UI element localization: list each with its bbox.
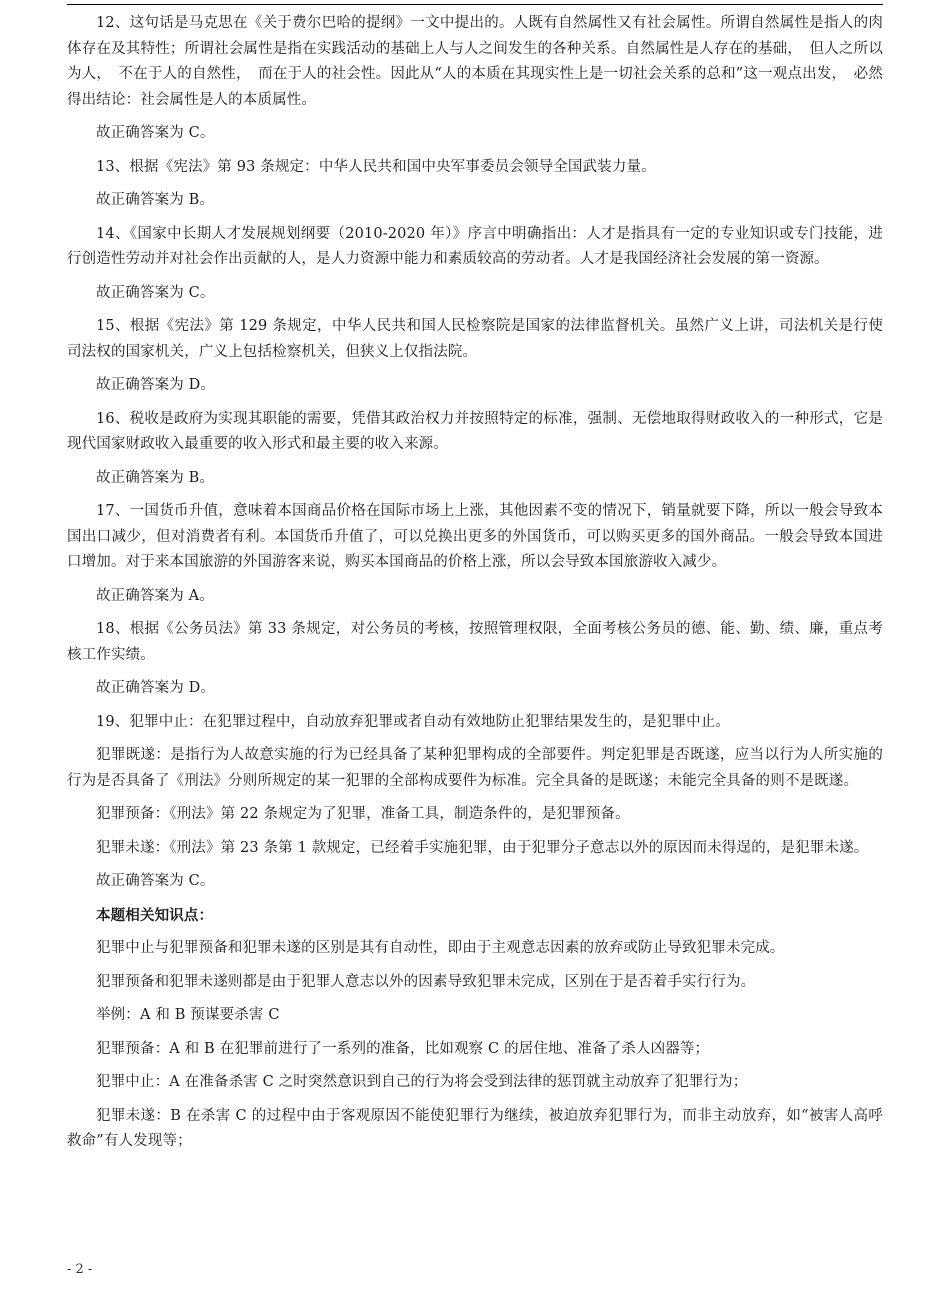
- paragraph-q19-preparation: 犯罪预备：《刑法》第 22 条规定为了犯罪，准备工具，制造条件的，是犯罪预备。: [96, 806, 630, 822]
- paragraph-example-attempt: 犯罪未遂：B 在杀害 C 的过程中由于客观原因不能使犯罪行为继续，被迫放弃犯罪行为，而非主动放弃，如“被害人高呼救命”有人发现等；: [67, 1107, 883, 1149]
- paragraph-q19-consummation: 犯罪既遂：是指行为人故意实施的行为已经具备了某种犯罪构成的全部要件。判定犯罪是否既遂，应当以行为人所实施的行为是否具备了《刑法》分则所规定的某一犯罪的全部构成要件为标准。完全具备的是既遂；未能完全具备的则不是既遂。: [67, 747, 883, 789]
- paragraph-example-intro: 举例：A 和 B 预谋要杀害 C: [96, 1007, 280, 1023]
- paragraph-q18-answer: 故正确答案为 D。: [96, 680, 216, 696]
- paragraph-q17-explanation: 17、一国货币升值，意味着本国商品价格在国际市场上上涨，其他因素不变的情况下，销量就要下降，所以一般会导致本国出口减少，但对消费者有利。本国货币升值了，可以兑换出更多的外国货币，可以购买更多的国外商品。一般会导致本国进口增加。对于来本国旅游的外国游客来说，购买本国商品的价格上涨，所以会导致本国旅游收入减少。: [67, 503, 883, 570]
- paragraph-knowledge-1: 犯罪中止与犯罪预备和犯罪未遂的区别是其有自动性，即由于主观意志因素的放弃或防止导致犯罪未完成。: [96, 940, 785, 956]
- section-heading-knowledge-points: 本题相关知识点：: [96, 906, 214, 924]
- page-number: - 2 -: [67, 1262, 93, 1277]
- paragraph-q16-answer: 故正确答案为 B。: [96, 469, 215, 486]
- paragraph-q19-attempt: 犯罪未遂：《刑法》第 23 条第 1 款规定，已经着手实施犯罪，由于犯罪分子意志以外的原因而未得逞的，是犯罪未遂。: [96, 839, 869, 856]
- header-rule: [67, 4, 883, 5]
- paragraph-q12-answer: 故正确答案为 C。: [96, 125, 215, 141]
- document-body: [67, 11, 883, 1163]
- paragraph-q18-explanation: 18、根据《公务员法》第 33 条规定，对公务员的考核，按照管理权限，全面考核公务员的德、能、勤、绩、廉，重点考核工作实绩。: [67, 621, 883, 663]
- paragraph-q19-suspension: 19、犯罪中止：在犯罪过程中，自动放弃犯罪或者自动有效地防止犯罪结果发生的，是犯罪中止。: [96, 713, 731, 730]
- paragraph-q14-answer: 故正确答案为 C。: [96, 284, 215, 301]
- paragraph-q15-answer: 故正确答案为 D。: [96, 377, 216, 393]
- paragraph-q14-explanation: 14、《国家中长期人才发展规划纲要（2010-2020 年）》序言中明确指出：人才是指具有一定的专业知识或专门技能，进行创造性劳动并对社会作出贡献的人，是人力资源中能力和素质较高的劳动者。人才是我国经济社会发展的第一资源。: [67, 225, 883, 267]
- paragraph-example-preparation: 犯罪预备：A 和 B 在犯罪前进行了一系列的准备，比如观察 C 的居住地、准备了杀人凶器等；: [96, 1040, 710, 1057]
- paragraph-q15-explanation: 15、根据《宪法》第 129 条规定，中华人民共和国人民检察院是国家的法律监督机关。虽然广义上讲，司法机关是行使司法权的国家机关，广义上包括检察机关，但狭义上仅指法院。: [67, 318, 883, 360]
- paragraph-example-suspension: 犯罪中止：A 在准备杀害 C 之时突然意识到自己的行为将会受到法律的惩罚就主动放弃了犯罪行为；: [96, 1074, 748, 1090]
- paragraph-q17-answer: 故正确答案为 A。: [96, 587, 214, 604]
- paragraph-q16-explanation: 16、税收是政府为实现其职能的需要，凭借其政治权力并按照特定的标准，强制、无偿地取得财政收入的一种形式，它是现代国家财政收入最重要的收入形式和最主要的收入来源。: [67, 410, 883, 452]
- paragraph-knowledge-2: 犯罪预备和犯罪未遂则都是由于犯罪人意志以外的因素导致犯罪未完成，区别在于是否着手实行行为。: [96, 973, 756, 990]
- paragraph-q13-explanation: 13、根据《宪法》第 93 条规定：中华人民共和国中央军事委员会领导全国武装力量。: [96, 158, 656, 175]
- paragraph-q13-answer: 故正确答案为 B。: [96, 192, 215, 208]
- paragraph-q19-answer: 故正确答案为 C。: [96, 873, 215, 889]
- paragraph-q12-explanation: 12、这句话是马克思在《关于费尔巴哈的提纲》一文中提出的。人既有自然属性又有社会属性。所谓自然属性是指人的肉体存在及其特性；所谓社会属性是指在实践活动的基础上人与人之间发生的各种关系。自然属性是人存在的基础， 但人之所以为人， 不在于人的自然性， 而在于人的社会性。因此从“人的本质在其现实性上是一切社会关系的总和”这一观点出发， 必然得出结论：社会属性是人的本质属性。: [67, 15, 883, 108]
